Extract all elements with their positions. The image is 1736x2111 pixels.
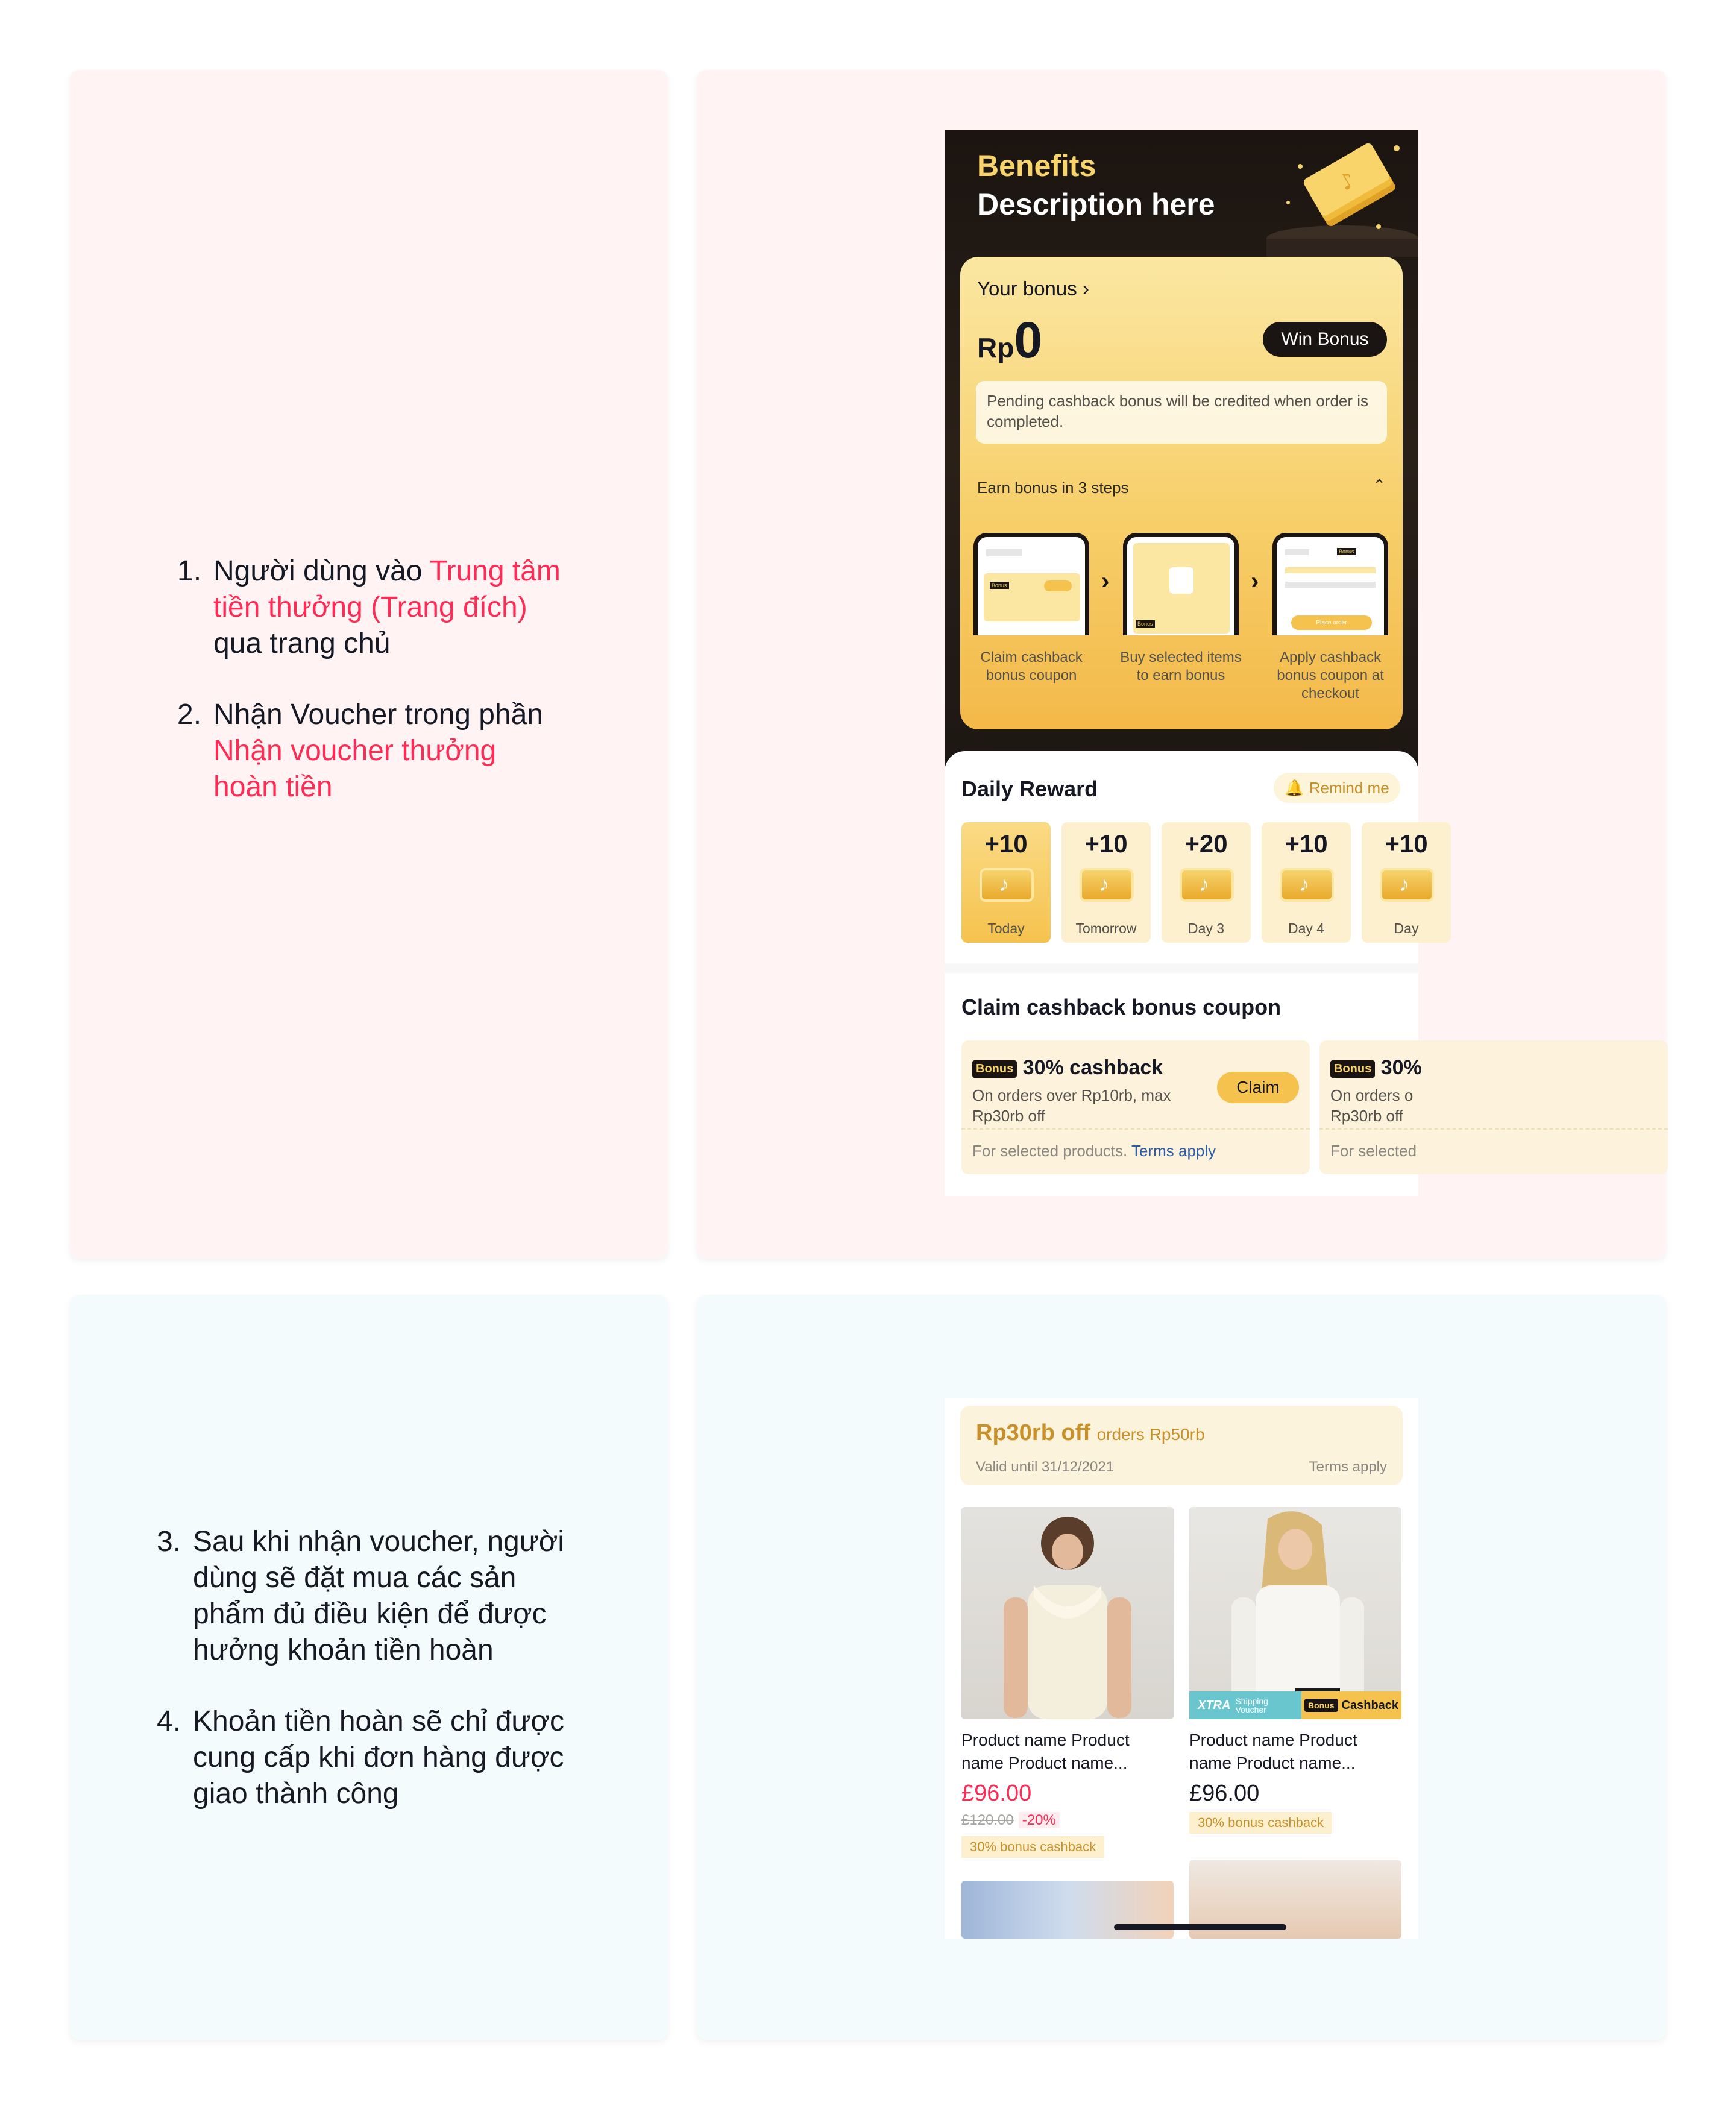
product-name[interactable]: Product name Product name Product name... — [961, 1731, 1130, 1772]
step-number: 3. — [157, 1526, 181, 1558]
home-indicator — [1114, 1924, 1286, 1930]
model-photo-icon — [961, 1507, 1174, 1719]
coupon-title-text: 30% cashback — [1022, 1056, 1163, 1079]
bonus-cashback-tag: 30% bonus cashback — [1189, 1812, 1332, 1834]
step-number: 2. — [177, 699, 202, 731]
step-2 — [177, 697, 563, 805]
discount-badge: -20% — [1019, 1812, 1060, 1828]
coupon-card — [1319, 1040, 1668, 1174]
step-text-before: Nhận Voucher trong phần — [213, 699, 544, 731]
pending-notice: Pending cashback bonus will be credited when order is completed. — [976, 381, 1387, 444]
steps-list-top — [177, 553, 563, 840]
daily-reward-title: Daily Reward — [961, 776, 1098, 801]
amount-value: 0 — [1014, 312, 1043, 368]
day-amount: +20 — [1184, 829, 1228, 858]
step-number: 4. — [157, 1705, 181, 1737]
voucher-title — [976, 1420, 1205, 1446]
benefits-screen — [945, 130, 1428, 1196]
claim-button[interactable]: Claim — [1217, 1072, 1299, 1103]
bonus-tag: Bonus — [1136, 620, 1155, 628]
step-4 — [157, 1704, 567, 1812]
step-illustration-buy — [1123, 533, 1239, 635]
bonus-tag: Bonus — [1337, 548, 1356, 555]
bell-icon: 🔔 — [1285, 778, 1304, 797]
your-bonus-link[interactable] — [977, 277, 1089, 300]
step-text-before: Người dùng vào — [213, 555, 430, 587]
xtra-shipping-badge — [1189, 1691, 1301, 1719]
step-highlight: Nhận voucher thưởng hoàn tiền — [213, 735, 497, 803]
voucher-condition: orders Rp50rb — [1096, 1425, 1205, 1444]
coupon-divider — [1319, 1128, 1668, 1130]
step-text: Sau khi nhận voucher, người dùng sẽ đặt mua các sản phẩm đủ điều kiện để được hưởng khoản tiền hoàn — [193, 1526, 565, 1666]
header-description: Description here — [977, 187, 1215, 221]
claim-section-title: Claim cashback bonus coupon — [961, 995, 1282, 1019]
voucher-banner — [960, 1406, 1403, 1485]
step-caption-3: Apply cashback bonus coupon at checkout — [1277, 649, 1384, 702]
coin-icon: ♪ — [980, 868, 1034, 902]
voucher-valid-until: Valid until 31/12/2021 — [976, 1459, 1115, 1475]
svg-text:♪: ♪ — [1335, 167, 1360, 196]
shipping-voucher-label: Shipping Voucher — [1235, 1696, 1268, 1714]
product-image[interactable] — [961, 1507, 1174, 1719]
coupon-desc-line-1: On orders o — [1330, 1086, 1414, 1104]
bonus-tag: Bonus — [972, 1060, 1017, 1078]
coupon-card — [961, 1040, 1310, 1174]
promo-badge-row — [1189, 1691, 1401, 1719]
step-illustration-checkout — [1272, 533, 1388, 635]
coupon-footer-text: For selected products. — [972, 1142, 1128, 1160]
chevron-right-icon: › — [1082, 277, 1089, 300]
voucher-amount: Rp30rb off — [976, 1420, 1090, 1446]
coupon-footer — [972, 1142, 1216, 1160]
step-caption-2: Buy selected items to earn bonus — [1120, 649, 1242, 684]
bonus-tag: Bonus — [990, 582, 1009, 589]
coupon-desc-line-2: Rp30rb off — [1330, 1107, 1403, 1125]
shirt-icon — [1169, 567, 1194, 594]
model-photo-icon — [1189, 1507, 1401, 1719]
day-card-today[interactable] — [961, 822, 1051, 943]
coupon-title-text: 30% — [1380, 1056, 1422, 1079]
day-label: Day 4 — [1288, 920, 1325, 936]
step-1 — [177, 553, 563, 662]
remind-me-button[interactable] — [1274, 773, 1400, 803]
day-card-3[interactable] — [1162, 822, 1251, 943]
step-text — [213, 697, 563, 805]
chevron-up-icon[interactable]: ⌃ — [1373, 476, 1386, 494]
day-amount: +10 — [984, 829, 1028, 858]
bonus-amount — [977, 311, 1042, 370]
coin-icon: ♪ — [1280, 868, 1334, 902]
day-card-5[interactable] — [1362, 822, 1451, 943]
step-text: Khoản tiền hoàn sẽ chỉ được cung cấp khi đơn hàng được giao thành công — [193, 1705, 565, 1810]
coupon-title — [1330, 1056, 1422, 1080]
day-card-4[interactable] — [1262, 822, 1351, 943]
step-number: 1. — [177, 555, 202, 587]
cashback-label: Cashback — [1341, 1698, 1399, 1712]
bonus-tag: Bonus — [1304, 1699, 1338, 1712]
your-bonus-label: Your bonus — [977, 277, 1077, 300]
coin-icon: ♪ — [1080, 868, 1134, 902]
coupon-description: On orders over Rp10rb, max Rp30rb off — [972, 1086, 1171, 1125]
win-bonus-button[interactable]: Win Bonus — [1263, 322, 1387, 357]
step-text — [213, 553, 563, 662]
coupon-footer: For selected — [1330, 1142, 1417, 1160]
daily-reward-section — [945, 751, 1428, 963]
bonus-tag: Bonus — [1330, 1060, 1375, 1078]
coupon-title — [972, 1056, 1163, 1080]
xtra-label: XTRA — [1198, 1698, 1231, 1712]
place-order-illustration: Place order — [1291, 615, 1372, 630]
coupon-description — [1330, 1085, 1559, 1126]
day-amount: +10 — [1084, 829, 1128, 858]
product-name[interactable]: Product name Product name Product name... — [1189, 1731, 1357, 1772]
voucher-terms-link[interactable]: Terms apply — [1309, 1459, 1387, 1475]
arrow-right-icon: › — [1251, 568, 1259, 594]
day-label: Tomorrow — [1075, 920, 1137, 936]
bottom-left-card — [70, 1295, 668, 2040]
day-amount: +10 — [1385, 829, 1428, 858]
product-price: £96.00 — [1189, 1781, 1260, 1806]
day-amount: +10 — [1285, 829, 1328, 858]
step-text-after: qua trang chủ — [213, 628, 391, 659]
currency: Rp — [977, 332, 1014, 363]
step-3 — [157, 1524, 567, 1669]
claim-coupon-section — [945, 973, 1422, 1196]
bonus-cashback-tag: 30% bonus cashback — [961, 1836, 1104, 1858]
step-illustration-claim — [973, 533, 1089, 635]
earn-steps-label: Earn bonus in 3 steps — [977, 479, 1129, 497]
step-highlight: Trung tâm tiền thưởng (Trang đích) — [213, 555, 561, 623]
coin-icon: ♪ — [1180, 868, 1234, 902]
product-listing-screen — [945, 1398, 1418, 1939]
money-stack-icon — [1240, 130, 1418, 257]
remind-label: Remind me — [1309, 778, 1389, 797]
day-card-tomorrow[interactable] — [1061, 822, 1151, 943]
terms-link[interactable]: Terms apply — [1131, 1142, 1216, 1160]
day-label: Day — [1394, 920, 1419, 936]
coin-icon: ♪ — [1380, 868, 1434, 902]
header-title: Benefits — [977, 149, 1096, 183]
product-original-price — [961, 1812, 1060, 1829]
original-price: £120.00 — [961, 1812, 1014, 1828]
day-label: Day 3 — [1187, 920, 1225, 936]
step-caption-1: Claim cashback bonus coupon — [980, 649, 1083, 684]
steps-list-bottom — [157, 1524, 567, 1847]
day-label: Today — [987, 920, 1025, 936]
product-price: £96.00 — [961, 1781, 1032, 1806]
bonus-cashback-badge — [1301, 1691, 1401, 1719]
coupon-divider — [961, 1128, 1310, 1130]
top-left-card — [70, 70, 668, 1259]
your-bonus-card — [960, 257, 1403, 729]
arrow-right-icon: › — [1101, 568, 1110, 594]
product-image[interactable] — [1189, 1507, 1401, 1719]
